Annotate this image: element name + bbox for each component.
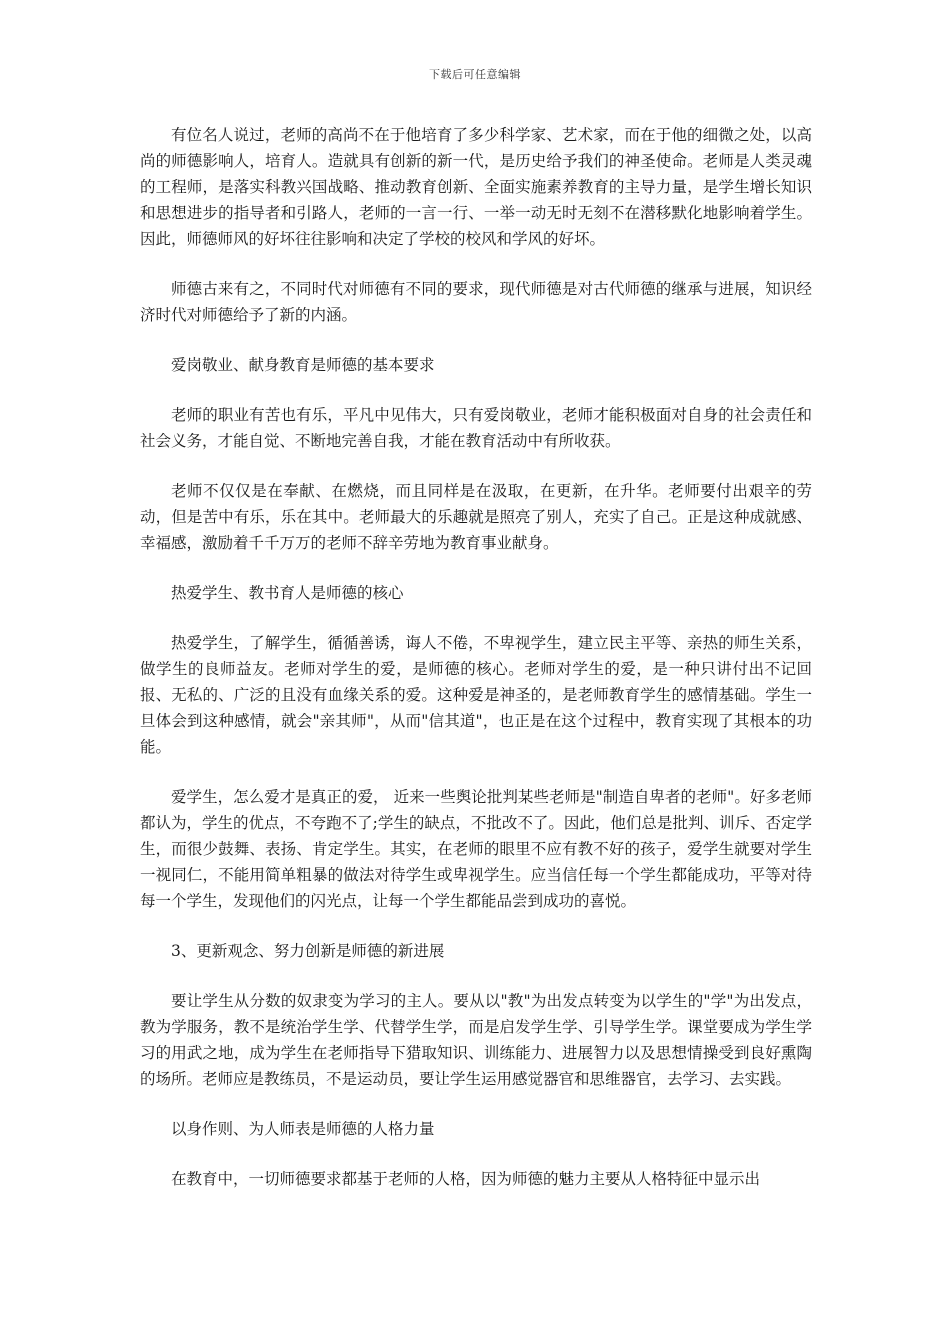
- page-header: 下载后可任意编辑: [429, 68, 521, 81]
- paragraph: 在教育中，一切师德要求都基于老师的人格，因为师德的魅力主要从人格特征中显示出: [171, 1170, 761, 1188]
- section-heading: 3、更新观念、努力创新是师德的新进展: [171, 942, 445, 960]
- section-heading: 爱岗敬业、献身教育是师德的基本要求: [171, 356, 435, 374]
- section-heading: 热爱学生、教书育人是师德的核心: [171, 584, 404, 602]
- document-body: [140, 122, 812, 1216]
- paragraph: 热爱学生，了解学生，循循善诱，诲人不倦，不卑视学生，建立民主平等、亲热的师生关系，做学生的良师益友。老师对学生的爱，是师德的核心。老师对学生的爱，是一种只讲付出不记回报、无私的、广泛的且没有血缘关系的爱。这种爱是神圣的，是老师教育学生的感情基础。学生一旦体会到这种感情，就会"亲其师"，从而"信其道"，也正是在这个过程中，教育实现了其根本的功能。: [140, 634, 812, 756]
- paragraph: 有位名人说过，老师的高尚不在于他培育了多少科学家、艺术家，而在于他的细微之处，以高尚的师德影响人，培育人。造就具有创新的新一代，是历史给予我们的神圣使命。老师是人类灵魂的工程师，是落实科教兴国战略、推动教育创新、全面实施素养教育的主导力量，是学生增长知识和思想进步的指导者和引路人，老师的一言一行、一举一动无时无刻不在潜移默化地影响着学生。因此，师德师风的好坏往往影响和决定了学校的校风和学风的好坏。: [140, 126, 812, 248]
- paragraph: 师德古来有之，不同时代对师德有不同的要求，现代师德是对古代师德的继承与进展，知识经济时代对师德给予了新的内涵。: [140, 280, 812, 324]
- paragraph: 老师不仅仅是在奉献、在燃烧，而且同样是在汲取，在更新，在升华。老师要付出艰辛的劳动，但是苦中有乐，乐在其中。老师最大的乐趣就是照亮了别人，充实了自己。正是这种成就感、幸福感，激励着千千万万的老师不辞辛劳地为教育事业献身。: [140, 482, 812, 552]
- section-heading: 以身作则、为人师表是师德的人格力量: [171, 1120, 435, 1138]
- paragraph: 爱学生，怎么爱才是真正的爱， 近来一些舆论批判某些老师是"制造自卑者的老师"。好多老师都认为，学生的优点，不夸跑不了;学生的缺点，不批改不了。因此，他们总是批判、训斥、否定学生，而很少鼓舞、表扬、肯定学生。其实，在老师的眼里不应有教不好的孩子，爱学生就要对学生一视同仁，不能用简单粗暴的做法对待学生或卑视学生。应当信任每一个学生都能成功，平等对待每一个学生，发现他们的闪光点，让每一个学生都能品尝到成功的喜悦。: [140, 788, 812, 910]
- paragraph: 要让学生从分数的奴隶变为学习的主人。要从以"教"为出发点转变为以学生的"学"为出发点，教为学服务，教不是统治学生学、代替学生学，而是启发学生学、引导学生学。课堂要成为学生学习的用武之地，成为学生在老师指导下猎取知识、训练能力、进展智力以及思想情操受到良好熏陶的场所。老师应是教练员，不是运动员，要让学生运用感觉器官和思维器官，去学习、去实践。: [140, 992, 812, 1088]
- paragraph: 老师的职业有苦也有乐，平凡中见伟大，只有爱岗敬业，老师才能积极面对自身的社会责任和社会义务，才能自觉、不断地完善自我，才能在教育活动中有所收获。: [140, 406, 812, 450]
